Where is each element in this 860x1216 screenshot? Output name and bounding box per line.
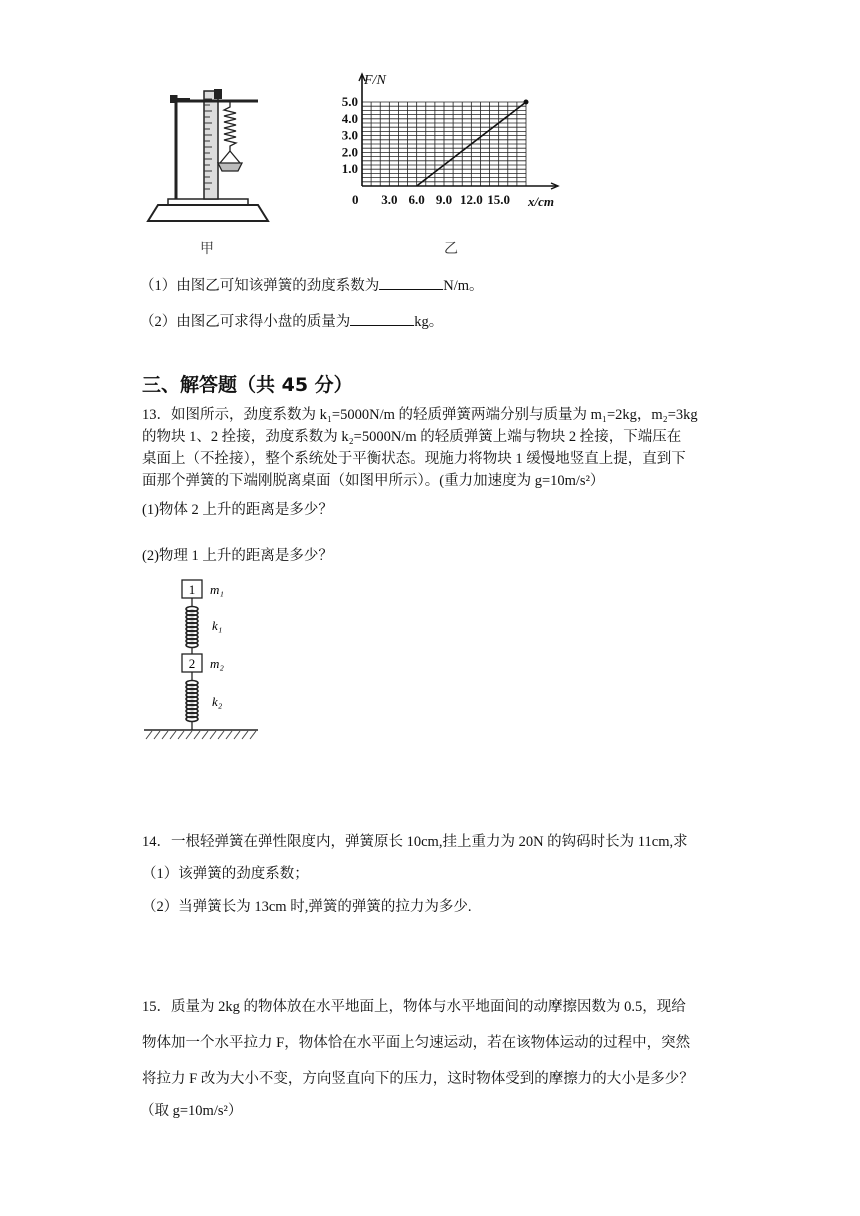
q13-subquestion-2: (2)物理 1 上升的距离是多少？ [142, 548, 333, 564]
y-tick-label: 5.0 [341, 94, 358, 109]
q15-line-3: 将拉力 F 改为大小不变，方向竖直向下的压力，这时物体受到的摩擦力的大小是多少？ [142, 1071, 694, 1087]
q13-line-1: 13．如图所示，劲度系数为 k₁=5000N/m 的轻质弹簧两端分别与质量为 m₁=2kg，m₂=3kg [142, 407, 698, 423]
chart-x-axis-label: x/cm [528, 194, 554, 209]
block-2-label: 2 [188, 656, 196, 671]
x-tick-label: 15.0 [487, 192, 511, 207]
m1-label: m₁ [210, 582, 224, 597]
figure-caption-jia: 甲 [200, 242, 214, 257]
y-tick-label: 4.0 [341, 110, 358, 126]
q13-line-2: 的物块 1、2 拴接，劲度系数为 k₂=5000N/m 的轻质弹簧上端与物块 2 拴接，下端压在 [142, 429, 682, 445]
x-tick-label: 3.0 [381, 192, 398, 207]
q14-part-2: （2）当弹簧长为 13cm 时,弹簧的弹簧的拉力为多少. [142, 899, 472, 915]
chart-y-axis-label: F/N [364, 73, 386, 88]
q12-part1 [140, 275, 484, 296]
q12-part2-text: （2）由图乙可求得小盘的质量为 [140, 314, 351, 330]
q12-part2 [140, 311, 443, 332]
block-1-label: 1 [188, 582, 196, 597]
apparatus-figure [140, 85, 280, 225]
x-tick-label: 0 [352, 192, 359, 207]
y-tick-label: 2.0 [341, 144, 358, 160]
q13-subquestion-1: (1)物体 2 上升的距离是多少？ [142, 502, 333, 518]
y-tick-label: 3.0 [341, 127, 358, 143]
q15-line-1: 15．质量为 2kg 的物体放在水平地面上，物体与水平地面间的动摩擦因数为 0.5，现给 [142, 999, 686, 1015]
k1-label: k₁ [212, 618, 223, 633]
force-extension-chart [318, 72, 578, 230]
q14-part-1: （1）该弹簧的劲度系数； [142, 866, 309, 882]
x-tick-label: 6.0 [408, 192, 425, 207]
q12-part2-unit: kg。 [414, 314, 444, 330]
q12-part1-answer-blank[interactable] [379, 275, 443, 290]
x-tick-label: 9.0 [435, 192, 453, 207]
q15-line-4: （取 g=10m/s²） [140, 1103, 243, 1119]
section-heading: 三、解答题（共 45 分） [142, 374, 353, 396]
q12-part1-text: （1）由图乙可知该弹簧的劲度系数为 [140, 278, 380, 294]
chart-grid [362, 102, 526, 186]
q15-line-2: 物体加一个水平拉力 F，物体恰在水平面上匀速运动，若在该物体运动的过程中，突然 [142, 1035, 691, 1051]
q14-line-1: 14．一根轻弹簧在弹性限度内，弹簧原长 10cm,挂上重力为 20N 的钩码时长为 11cm,求 [142, 834, 688, 850]
spring-block-figure [140, 576, 265, 742]
y-tick-label: 1.0 [341, 161, 358, 177]
q13-line-3: 桌面上（不拴接），整个系统处于平衡状态。现施力将物块 1 缓慢地竖直上提，直到下 [142, 451, 686, 467]
q12-part1-unit: N/m。 [443, 278, 484, 294]
data-point [524, 100, 529, 105]
figure-caption-yi: 乙 [444, 242, 458, 257]
k2-label: k₂ [212, 694, 223, 709]
x-tick-label: 12.0 [459, 192, 483, 207]
q12-part2-answer-blank[interactable] [350, 311, 414, 326]
m2-label: m₂ [210, 656, 224, 671]
q13-line-4: 面那个弹簧的下端刚脱离桌面（如图甲所示）。(重力加速度为 g=10m/s²） [142, 473, 605, 489]
